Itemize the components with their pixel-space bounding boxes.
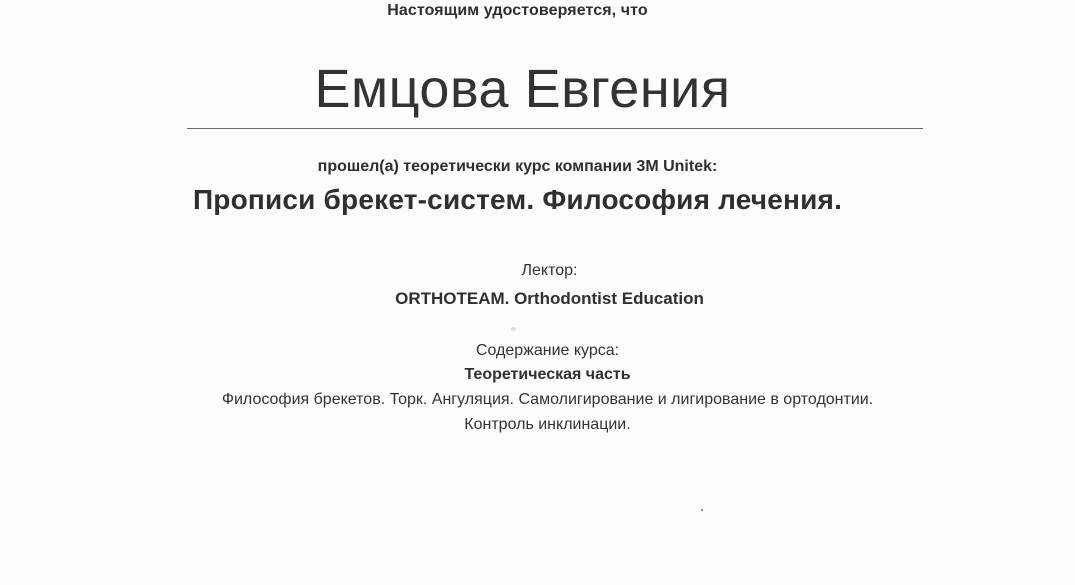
paper-speck	[701, 509, 703, 511]
course-content-line: Контроль инклинации.	[464, 416, 631, 433]
paper-speck	[511, 327, 516, 331]
certifies-text: Настоящим удостоверяется, что	[387, 2, 648, 19]
course-content-label: Содержание курса:	[475, 342, 620, 359]
lecturer-name: ORTHOTEAM. Orthodontist Education	[395, 289, 704, 308]
recipient-name: Емцова Евгения	[314, 59, 731, 119]
course-content-part: Теоретическая часть	[464, 366, 631, 383]
name-underline	[187, 128, 923, 129]
lecturer-label: Лектор:	[521, 262, 578, 279]
course-intro: прошел(а) теоретически курс компании 3M Unitek:	[317, 158, 718, 175]
course-content-line: Философия брекетов. Торк. Ангуляция. Самолигирование и лигирование в ортодонтии.	[221, 391, 874, 408]
course-title: Прописи брекет-систем. Философия лечения.	[192, 184, 843, 215]
